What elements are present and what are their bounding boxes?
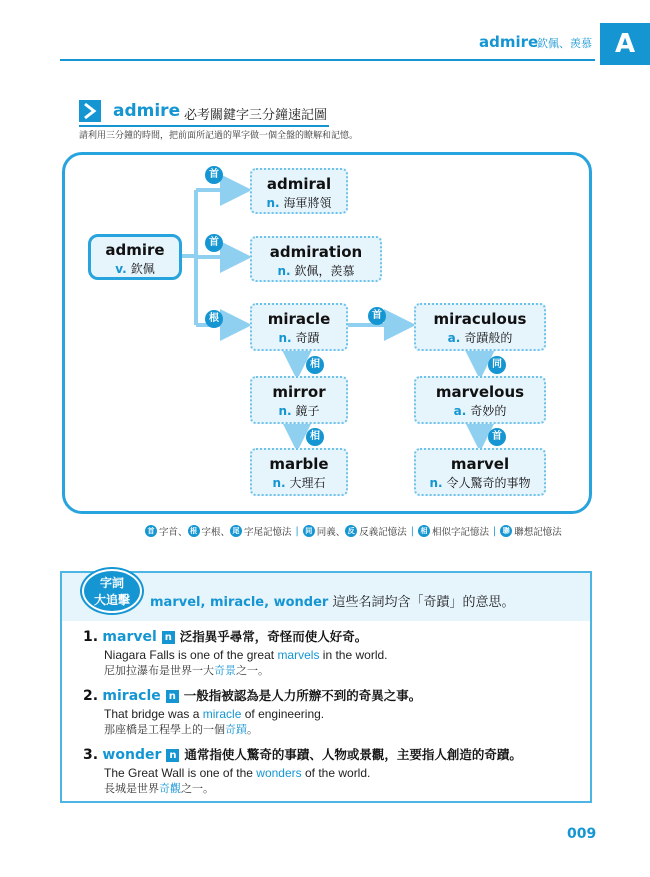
node-word: admiral [266,175,332,193]
memory-method-legend: 首 字首、 根 字根、 尾 字尾記憶法 | 同 同義、 反 反義記憶法 | 相 相似字記憶法 | 聯 聯想記憶法 [145,524,562,538]
legend-icon: 尾 [230,525,242,537]
node-meaning: 奇妙的 [470,404,507,418]
node-word: mirror [272,383,326,401]
entry-definition: 泛指異乎尋常，奇怪而使人好奇。 [179,629,368,644]
legend-text: 反義記憶法 [359,527,407,538]
node-admiration [250,236,382,282]
node-pos: a. [453,404,467,418]
node-admire [88,234,182,280]
legend-text: 字首、 [159,527,188,538]
entry-example: That bridge was a miracle of engineering. [104,707,325,721]
node-word: admire [105,241,165,259]
node-word: miracle [267,310,331,328]
relation-badge-prefix: 首 [368,307,386,325]
word-entry-wonder [83,745,522,797]
relation-badge-root: 根 [205,310,223,328]
entry-translation: 長城是世界奇觀之一。 [104,782,214,795]
relation-badge-similar: 相 [306,428,324,446]
legend-icon: 首 [145,525,157,537]
relation-badge-prefix: 首 [205,166,223,184]
badge-line: 字詞 [99,576,124,590]
node-miraculous [414,303,546,351]
entry-word: wonder [102,747,162,763]
badge-line: 大追擊 [93,593,130,607]
node-meaning: 大理石 [289,476,326,490]
node-marvel [414,448,546,496]
legend-text: 字尾記憶法 [244,527,292,538]
word-entry-miracle [83,686,421,738]
node-mirror [250,376,348,424]
word-entry-marvel [83,627,388,679]
word-chase-heading [150,591,514,610]
heading-text: 這些名詞均含「奇蹟」的意思。 [328,595,515,610]
legend-icon: 聯 [500,525,512,537]
legend-icon: 反 [345,525,357,537]
node-pos: n. [278,404,292,418]
relation-badge-similar: 相 [306,356,324,374]
header-gloss: 欽佩、羨慕 [537,37,592,50]
entry-word: marvel [102,629,157,645]
node-word: miraculous [433,310,527,328]
alphabet-tab: A [600,23,650,65]
relation-badge-prefix: 首 [205,234,223,252]
section-subtitle: 必考關鍵字三分鐘速記圖 [184,108,328,123]
node-pos: n. [278,331,292,345]
node-meaning: 欽佩 [130,262,155,276]
node-marvelous [414,376,546,424]
entry-translation: 尼加拉瀑布是世界一大奇景之一。 [104,664,269,677]
node-word: marvel [450,455,510,473]
node-marble [250,448,348,496]
node-admiral [250,168,348,214]
page-number: 009 [567,826,597,842]
node-miracle [250,303,348,351]
node-word: admiration [269,243,363,261]
entry-example: Niagara Falls is one of the great marvels in the world. [104,648,388,662]
entry-number: 1. [83,629,99,645]
entry-number: 3. [83,747,99,763]
entry-translation: 那座橋是工程學上的一個奇蹟。 [104,723,258,736]
node-pos: n. [266,196,280,210]
node-pos: n. [429,476,443,490]
entry-word: miracle [102,688,161,704]
header-word: admire [479,33,539,51]
legend-icon: 同 [303,525,315,537]
noun-icon: n [166,749,179,762]
node-meaning: 令人驚奇的事物 [446,476,531,490]
word-chase-badge [82,569,142,613]
entry-definition: 一般指被認為是人力所辦不到的奇異之事。 [183,688,422,703]
legend-text: 相似字記憶法 [431,527,489,538]
heading-words: marvel, miracle, wonder [150,595,329,610]
entry-example: The Great Wall is one of the wonders of the world. [104,766,371,780]
node-pos: v. [115,262,127,276]
node-word: marble [269,455,329,473]
relation-badge-synonym: 同 [488,356,506,374]
legend-text: 聯想記憶法 [514,527,562,538]
node-meaning: 鏡子 [295,404,320,418]
relation-badge-prefix: 首 [488,428,506,446]
legend-text: 字根、 [201,527,231,538]
node-pos: a. [447,331,461,345]
section-keyword: admire [113,101,181,121]
noun-icon: n [162,631,175,644]
node-meaning: 欽佩，羨慕 [294,264,355,278]
node-word: marvelous [435,383,525,401]
node-meaning: 奇蹟 [295,331,320,345]
node-meaning: 海軍將領 [283,196,332,210]
node-pos: n. [272,476,286,490]
entry-number: 2. [83,688,99,704]
node-pos: n. [277,264,291,278]
legend-icon: 相 [418,525,430,537]
legend-text: 同義、 [316,527,346,538]
section-description: 請利用三分鐘的時間，把前面所記過的單字做一個全盤的瞭解和記憶。 [79,131,359,141]
legend-icon: 根 [188,525,200,537]
entry-definition: 通常指使人驚奇的事蹟、人物或景觀，主要指人創造的奇蹟。 [184,747,522,762]
node-meaning: 奇蹟般的 [464,331,513,345]
noun-icon: n [166,690,179,703]
